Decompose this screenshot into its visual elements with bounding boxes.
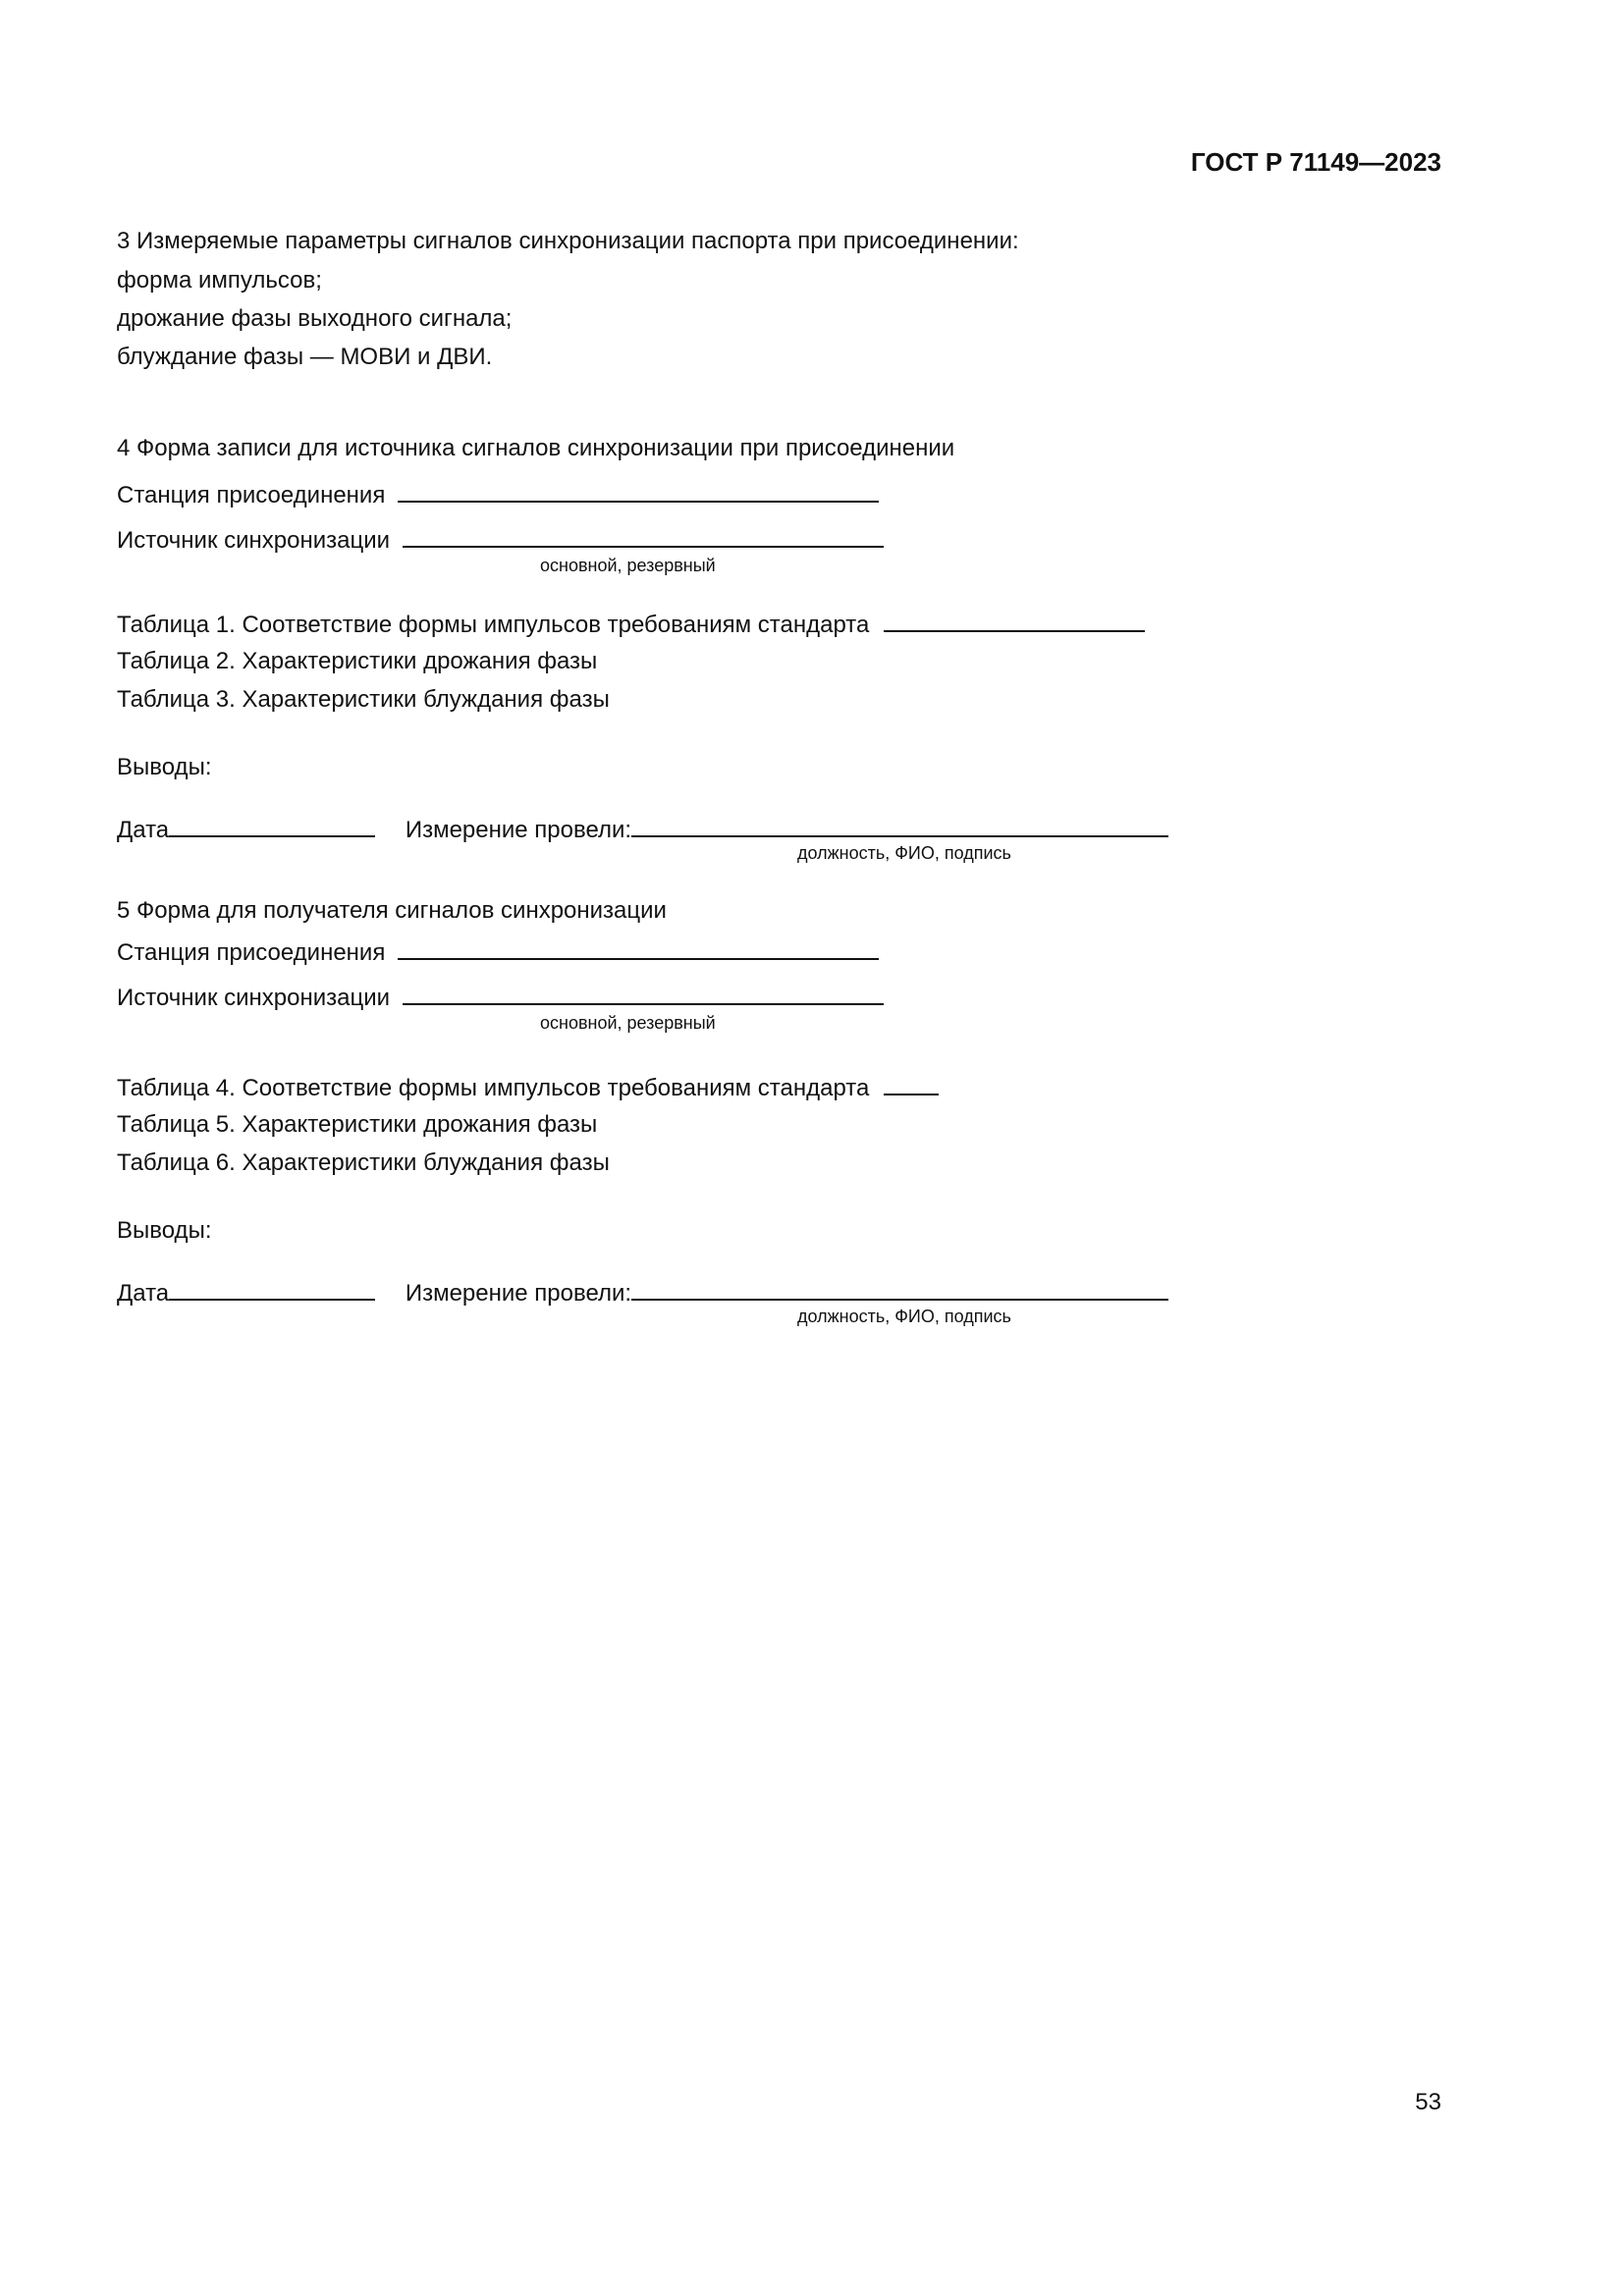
table-reference: Таблица 1. Соответствие формы импульсов требованиям стандарта xyxy=(117,612,870,638)
date-field[interactable] xyxy=(169,814,375,837)
date-field[interactable] xyxy=(169,1277,375,1301)
source-field[interactable] xyxy=(403,982,884,1005)
signature-caption: должность, ФИО, подпись xyxy=(797,1307,1011,1326)
table-reference: Таблица 4. Соответствие формы импульсов требованиям стандарта xyxy=(117,1075,870,1101)
source-label: Источник синхронизации xyxy=(117,527,391,554)
date-label: Дата xyxy=(117,1280,170,1307)
section4-station-row xyxy=(117,479,879,510)
section4-signoff-row xyxy=(117,814,1168,845)
conclusions-label: Выводы: xyxy=(117,1217,212,1244)
source-field[interactable] xyxy=(403,524,884,548)
station-field[interactable] xyxy=(398,936,879,960)
page-number: 53 xyxy=(1415,2089,1441,2115)
table-reference: Таблица 3. Характеристики блуждания фазы xyxy=(117,686,610,713)
station-field[interactable] xyxy=(398,479,879,503)
table-reference-row xyxy=(117,609,1145,640)
table-reference: Таблица 5. Характеристики дрожания фазы xyxy=(117,1111,598,1138)
station-label: Станция присоединения xyxy=(117,482,386,508)
section5-signoff-row xyxy=(117,1277,1168,1308)
table-reference: Таблица 6. Характеристики блуждания фазы xyxy=(117,1149,610,1176)
date-label: Дата xyxy=(117,817,170,843)
table-reference-row xyxy=(117,1072,939,1103)
section5-station-row xyxy=(117,936,879,968)
conclusions-label: Выводы: xyxy=(117,754,212,780)
measured-by-label: Измерение провели: xyxy=(405,1280,632,1307)
source-caption: основной, резервный xyxy=(540,1013,716,1033)
section5-heading: 5 Форма для получателя сигналов синхронизации xyxy=(117,897,667,924)
compliance-field[interactable] xyxy=(884,609,1145,632)
measured-by-field[interactable] xyxy=(631,1277,1168,1301)
source-caption: основной, резервный xyxy=(540,556,716,575)
section3-item: блуждание фазы — МОВИ и ДВИ. xyxy=(117,344,493,370)
station-label: Станция присоединения xyxy=(117,939,386,966)
section3-item: форма импульсов; xyxy=(117,267,322,294)
source-label: Источник синхронизации xyxy=(117,985,391,1011)
compliance-field[interactable] xyxy=(884,1072,939,1095)
section4-heading: 4 Форма записи для источника сигналов синхронизации при присоединении xyxy=(117,435,955,461)
document-header: ГОСТ Р 71149—2023 xyxy=(1190,147,1441,177)
section3-item: дрожание фазы выходного сигнала; xyxy=(117,305,513,332)
section3-heading: 3 Измеряемые параметры сигналов синхронизации паспорта при присоединении: xyxy=(117,228,1019,254)
measured-by-field[interactable] xyxy=(631,814,1168,837)
measured-by-label: Измерение провели: xyxy=(405,817,632,843)
table-reference: Таблица 2. Характеристики дрожания фазы xyxy=(117,648,598,674)
signature-caption: должность, ФИО, подпись xyxy=(797,843,1011,863)
section4-source-row xyxy=(117,524,884,556)
section5-source-row xyxy=(117,982,884,1013)
